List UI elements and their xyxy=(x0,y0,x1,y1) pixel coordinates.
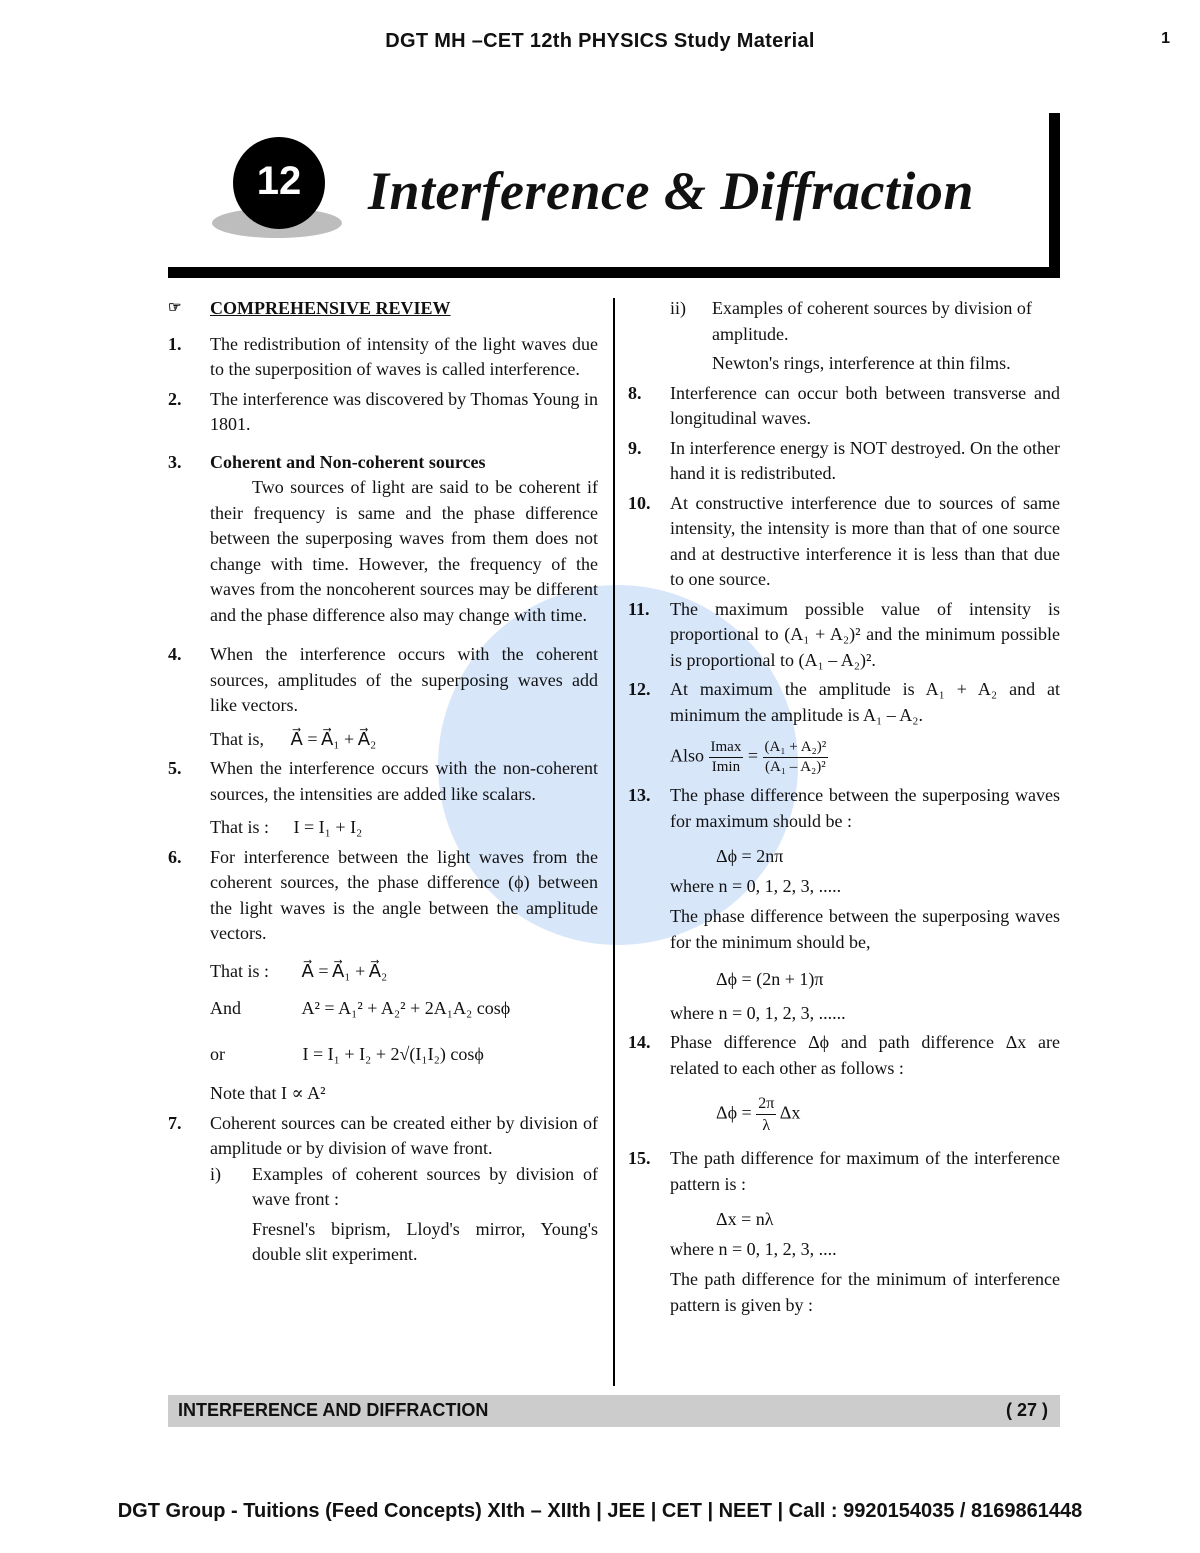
formula-label: That is : xyxy=(210,817,269,837)
sub-text: Examples of coherent sources by division of amplitude. xyxy=(712,298,1032,344)
point-8 xyxy=(628,381,1060,432)
point-6 xyxy=(168,845,598,1107)
sub-example: Newton's rings, interference at thin films. xyxy=(712,353,1011,373)
where-text: where n = 0, 1, 2, 3, ...... xyxy=(670,1002,846,1023)
formula: A⃗ = A⃗₁ + A⃗₂ xyxy=(301,960,388,981)
point-text: For interference between the light waves from the coherent sources, the phase difference (ϕ) between the light waves is the angle between the amplitude vectors. xyxy=(210,846,598,943)
point-text: When the interference occurs with the non-coherent sources, the intensities are added like scalars. xyxy=(210,758,598,804)
left-column xyxy=(168,296,598,1272)
point-text: The maximum possible value of intensity is proportional to (A₁ + A₂)² and the minimum possible is proportional to (A₁ – A₂)². xyxy=(670,598,1060,670)
pointing-hand-icon: ☞ xyxy=(168,300,182,316)
point-number: 8. xyxy=(628,382,642,403)
phase-fraction xyxy=(756,1093,776,1136)
point-number: 7. xyxy=(168,1112,182,1133)
point-13 xyxy=(628,783,1060,1026)
section-heading xyxy=(168,296,598,322)
sub-text: Examples of coherent sources by division of wave front : xyxy=(252,1163,598,1209)
point-7-ii xyxy=(628,296,1060,377)
amplitude-ratio xyxy=(763,738,829,777)
where-text: where n = 0, 1, 2, 3, .... xyxy=(670,1238,837,1259)
page-header-title: DGT MH –CET 12th PHYSICS Study Material xyxy=(385,30,815,52)
point-text: The path difference for the minimum of interference pattern is given by : xyxy=(670,1269,1060,1315)
point-text: The interference was discovered by Thomas Young in 1801. xyxy=(210,388,598,434)
formula-label: That is : xyxy=(210,960,269,981)
sub-number: i) xyxy=(210,1163,221,1184)
fraction-denominator: λ xyxy=(762,1117,771,1134)
footer-page-number: ( 27 ) xyxy=(1005,1400,1048,1420)
point-heading: Coherent and Non-coherent sources xyxy=(210,451,486,472)
fraction-denominator: Imin xyxy=(711,759,741,775)
point-4 xyxy=(168,642,598,752)
formula-label: Also xyxy=(670,745,705,766)
point-text: The phase difference between the superposing waves for the minimum should be, xyxy=(670,906,1060,952)
formula-label: And xyxy=(210,998,241,1018)
point-text: Interference can occur both between transverse and longitudinal waves. xyxy=(670,382,1060,428)
equals-sign: = xyxy=(747,745,758,766)
point-number: 15. xyxy=(628,1148,651,1168)
point-text: When the interference occurs with the coherent sources, amplitudes of the superposing waves add like vectors. xyxy=(210,644,598,715)
point-10 xyxy=(628,491,1060,593)
point-number: 2. xyxy=(168,388,182,409)
page-index: 1 xyxy=(1161,30,1170,47)
point-text: The redistribution of intensity of the light waves due to the superposition of waves is called interference. xyxy=(210,333,598,379)
chapter-number: 12 xyxy=(233,137,325,229)
bottom-contact-line: DGT Group - Tuitions (Feed Concepts) XIth – XIIth | JEE | CET | NEET | Call : 9920154035 / 8169861448 xyxy=(117,1500,1083,1522)
formula-label: That is, xyxy=(210,728,264,749)
right-column xyxy=(628,296,1060,1322)
banner-bottom-bar xyxy=(168,267,1060,278)
fraction-numerator: (A₁ + A₂)² xyxy=(763,738,829,758)
column-divider xyxy=(613,298,615,1386)
point-text: Two sources of light are said to be coherent if their frequency is same and the phase difference between the superposing waves from them does not change with time. However, the frequency of the waves from the noncoherent sources may be different and the phase difference also may change with time. xyxy=(210,477,598,625)
point-number: 11. xyxy=(628,598,650,619)
point-2 xyxy=(168,387,598,438)
formula-lhs: Δϕ = xyxy=(716,1102,752,1123)
point-text: At constructive interference due to sources of same intensity, the intensity is more than that of one source and at destructive interference it is less than that due to one source. xyxy=(670,492,1060,589)
point-15 xyxy=(628,1146,1060,1318)
formula: I = I₁ + I₂ + 2√(I₁I₂) cosϕ xyxy=(302,1043,484,1064)
formula: Δx = nλ xyxy=(716,1209,774,1229)
fraction-numerator: Imax xyxy=(709,738,744,758)
point-3 xyxy=(168,450,598,629)
note: Note that I ∝ A² xyxy=(210,1083,326,1103)
footer-bar xyxy=(168,1395,1060,1427)
point-number: 4. xyxy=(168,644,182,664)
formula-rhs: Δx xyxy=(779,1102,801,1123)
chapter-title: Interference & Diffraction xyxy=(368,161,974,221)
point-number: 5. xyxy=(168,758,182,778)
point-number: 13. xyxy=(628,785,651,805)
sub-example: Fresnel's biprism, Lloyd's mirror, Young's double slit experiment. xyxy=(252,1218,598,1264)
formula: Δϕ = 2nπ xyxy=(716,846,784,866)
point-14 xyxy=(628,1030,1060,1136)
point-number: 14. xyxy=(628,1032,651,1052)
banner-right-bar xyxy=(1049,113,1060,278)
where-text: where n = 0, 1, 2, 3, ..... xyxy=(670,875,842,896)
point-text: The path difference for maximum of the interference pattern is : xyxy=(670,1148,1060,1194)
point-9 xyxy=(628,436,1060,487)
point-number: 1. xyxy=(168,333,182,354)
point-text: The phase difference between the superposing waves for maximum should be : xyxy=(670,785,1060,831)
point-12 xyxy=(628,677,1060,777)
point-text: Coherent sources can be created either by division of amplitude or by division of wave front. xyxy=(210,1112,598,1158)
formula: A² = A₁² + A₂² + 2A₁A₂ cosϕ xyxy=(301,998,511,1018)
point-1 xyxy=(168,332,598,383)
point-number: 10. xyxy=(628,492,651,513)
point-number: 12. xyxy=(628,679,651,699)
point-text: Phase difference Δϕ and path difference Δx are related to each other as follows : xyxy=(670,1032,1060,1078)
formula: A⃗ = A⃗₁ + A⃗₂ xyxy=(290,728,377,749)
intensity-ratio xyxy=(709,738,744,777)
sub-number: ii) xyxy=(670,298,686,318)
point-number: 3. xyxy=(168,451,182,472)
point-7 xyxy=(168,1111,598,1268)
point-5 xyxy=(168,756,598,841)
point-number: 9. xyxy=(628,437,642,458)
point-text: At maximum the amplitude is A₁ + A₂ and at minimum the amplitude is A₁ – A₂. xyxy=(670,679,1060,725)
point-text: In interference energy is NOT destroyed. On the other hand it is redistributed. xyxy=(670,437,1060,483)
point-number: 6. xyxy=(168,846,182,867)
formula: I = I₁ + I₂ xyxy=(293,817,363,837)
fraction-denominator: (A₁ – A₂)² xyxy=(764,759,826,775)
fraction-numerator: 2π xyxy=(756,1093,776,1115)
formula-label: or xyxy=(210,1043,225,1064)
section-heading-text: COMPREHENSIVE REVIEW xyxy=(210,298,451,318)
formula: Δϕ = (2n + 1)π xyxy=(716,969,824,989)
point-11 xyxy=(628,597,1060,674)
footer-section: INTERFERENCE AND DIFFRACTION xyxy=(178,1400,489,1420)
